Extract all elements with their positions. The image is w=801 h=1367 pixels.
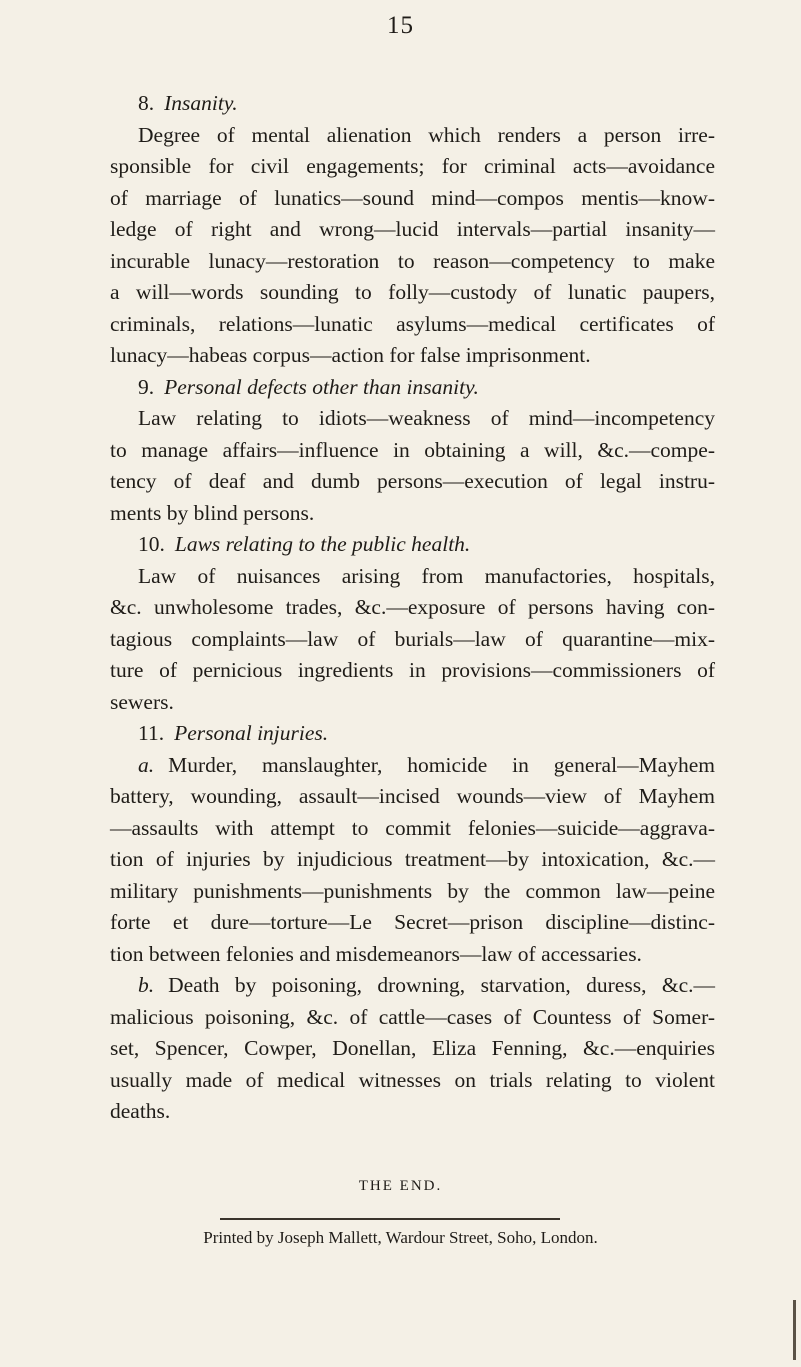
text-line: Law relating to idiots—weakness of mind—incompetency	[138, 406, 715, 430]
section-title: Personal defects other than insanity.	[164, 374, 479, 399]
text-line: tion between felonies and misdemeanors—law of accessaries.	[110, 941, 642, 966]
text-line: sponsible for civil engagements; for criminal acts—avoidance	[110, 154, 715, 178]
text-line: tion of injuries by injudicious treatment—by intoxication, &c.—	[110, 847, 715, 871]
text-line	[110, 970, 715, 1002]
text-line: ments by blind persons.	[110, 500, 315, 525]
section-number: 9.	[138, 374, 155, 399]
text-line: malicious poisoning, &c. of cattle—cases of Countess of Somer-	[110, 1004, 715, 1029]
the-end: THE END.	[358, 1178, 443, 1194]
section-11	[110, 718, 715, 1128]
text-line: to manage affairs—influence in obtaining a will, &c.—compe-	[110, 437, 715, 462]
section-title: Laws relating to the public health.	[174, 532, 471, 556]
text-line: forte et dure—torture—Le Secret—prison discipline—distinc-	[110, 910, 715, 934]
text-line: usually made of medical witnesses on trials relating to violent	[110, 1067, 715, 1092]
text-line: incurable lunacy—restoration to reason—competency to make	[110, 248, 715, 273]
section-number: 8.	[138, 91, 155, 115]
section-heading	[110, 529, 715, 561]
section-title: Insanity.	[164, 91, 238, 115]
text-line: lunacy—habeas corpus—action for false imprisonment.	[110, 343, 591, 367]
text-line: deaths.	[110, 1099, 171, 1123]
body-text	[110, 88, 715, 1128]
subsection-label: b.	[138, 973, 155, 997]
text-line: Law of nuisances arising from manufactories, hospitals,	[138, 563, 715, 588]
section-9	[110, 372, 715, 530]
text-line: of marriage of lunatics—sound mind—compos mentis—know-	[110, 185, 715, 210]
section-number: 10.	[138, 532, 165, 556]
subsection-a	[110, 750, 715, 971]
text-line: —assaults with attempt to commit felonies—suicide—aggrava-	[110, 815, 715, 840]
text-line: sewers.	[110, 689, 174, 714]
text-line: criminals, relations—lunatic asylums—medical certificates of	[110, 311, 715, 336]
section-number: 11.	[138, 721, 165, 745]
text-line: military punishments—punishments by the common law—peine	[110, 878, 715, 903]
text-line: tency of deaf and dumb persons—execution of legal instru-	[110, 469, 715, 493]
section-heading	[110, 88, 715, 120]
text-line: tagious complaints—law of burials—law of quarantine—mix-	[110, 626, 715, 651]
text-line: ture of pernicious ingredients in provisions—commissioners of	[110, 658, 715, 682]
text-line: battery, wounding, assault—incised wounds—view of Mayhem	[110, 784, 715, 808]
page-number: 15	[387, 12, 414, 39]
section-heading	[110, 372, 715, 404]
section-10	[110, 529, 715, 718]
section-heading	[110, 718, 715, 750]
text-line: &c. unwholesome trades, &c.—exposure of persons having con-	[110, 595, 715, 619]
section-8	[110, 88, 715, 372]
text-line	[110, 750, 715, 782]
subsection-label: a.	[138, 752, 155, 777]
text-line: set, Spencer, Cowper, Donellan, Eliza Fenning, &c.—enquiries	[110, 1036, 715, 1060]
section-title: Personal injuries.	[174, 721, 329, 745]
text-line: a will—words sounding to folly—custody of lunatic paupers,	[110, 280, 715, 304]
text-line: ledge of right and wrong—lucid intervals—partial insanity—	[110, 217, 715, 241]
subsection-b	[110, 970, 715, 1128]
divider-rule	[220, 1218, 560, 1220]
printer-imprint: Printed by Joseph Mallett, Wardour Street, Soho, London.	[203, 1228, 598, 1247]
text-line-content: Murder, manslaughter, homicide in general—Mayhem	[168, 752, 715, 777]
page-edge-mark	[793, 1300, 796, 1360]
text-line: Degree of mental alienation which renders a person irre-	[138, 122, 715, 147]
text-line-content: Death by poisoning, drowning, starvation, duress, &c.—	[168, 973, 715, 997]
